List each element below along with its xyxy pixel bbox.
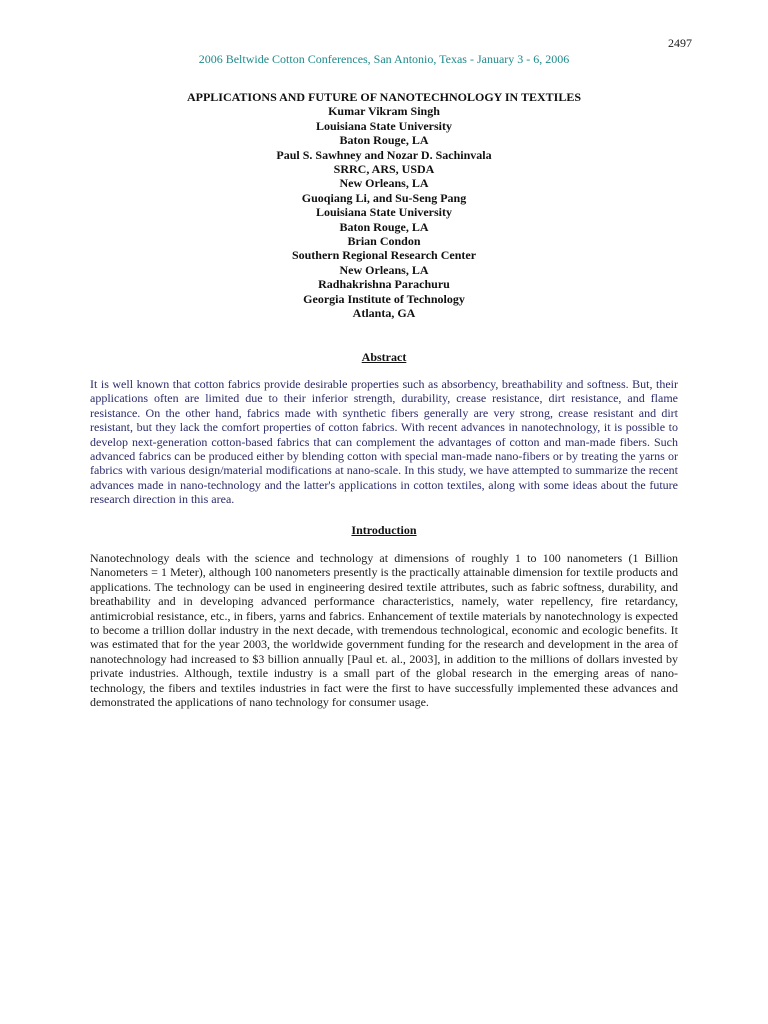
author-line: Guoqiang Li, and Su-Seng Pang [301, 190, 467, 205]
affiliation-line: Southern Regional Research Center [291, 248, 477, 263]
abstract-heading: Abstract [361, 350, 407, 364]
affiliation-line: Georgia Institute of Technology [303, 291, 465, 306]
introduction-paragraph: Nanotechnology deals with the science and technology at dimensions of roughly 1 to 100 nanometers (1 Billion Nanometers = 1 Meter), although 100 nanometers presently is the practically attainable dimension for textile products and applications. The technology can be used in engineering desired textile attributes, such as fabric softness, durability, and breathability and in developing advanced performance characteristics, namely, water repellency, fire retardancy, antimicrobial resistance, etc., in fibers, yarns and fabrics. Enhancement of textile materials by nanotechnology is expected to become a trillion dollar industry in the next decade, with tremendous technological, economic and ecologic benefits. It was estimated that for the year 2003, the worldwide government funding for the research and development in the area of nanotechnology had increased to $3 billion annually [Paul et. al., 2003], in addition to the millions of dollars invested by private industries. Although, textile industry is a small part of the global research in the emerging areas of nano-technology, the fibers and textiles industries in fact were the first to have successfully implemented these advances and demonstrated the applications of nano technology for consumer usage. [90, 551, 678, 710]
affiliation-line: SRRC, ARS, USDA [333, 162, 435, 177]
author-line: Kumar Vikram Singh [328, 104, 440, 119]
author-line: Paul S. Sawhney and Nozar D. Sachinvala [276, 147, 492, 162]
conference-header: 2006 Beltwide Cotton Conferences, San Antonio, Texas - January 3 - 6, 2006 [198, 52, 570, 66]
page-number: 2497 [668, 36, 692, 50]
location-line: Baton Rouge, LA [339, 133, 429, 148]
author-line: Brian Condon [347, 234, 421, 249]
affiliation-line: Louisiana State University [315, 118, 452, 133]
affiliation-line: Louisiana State University [315, 205, 452, 220]
abstract-paragraph: It is well known that cotton fabrics provide desirable properties such as absorbency, breathability and softness. But, their applications often are limited due to their inferior strength, durability, crease resistance, dirt resistance, and flame resistance. On the other hand, fabrics made with synthetic fibers generally are very strong, crease resistant and dirt resistant, but they lack the comfort properties of cotton fabrics. With recent advances in nanotechnology, it is possible to develop next-generation cotton-based fabrics that can complement the advantages of cotton and man-made fibers. Such advanced fabrics can be produced either by blending cotton with special man-made nano-fibers or by treating the yarns or fabrics with various design/material modifications at nano-scale. In this study, we have attempted to summarize the recent advances made in nano-technology and the latter's applications in cotton textiles, along with some ideas about the future research direction in this area. [90, 377, 678, 507]
location-line: New Orleans, LA [339, 176, 429, 191]
location-line: Atlanta, GA [352, 306, 416, 321]
title-block [0, 90, 768, 321]
location-line: New Orleans, LA [339, 262, 429, 277]
author-line: Radhakrishna Parachuru [318, 277, 450, 292]
introduction-heading: Introduction [351, 523, 417, 537]
location-line: Baton Rouge, LA [339, 219, 429, 234]
paper-title: APPLICATIONS AND FUTURE OF NANOTECHNOLOGY IN TEXTILES [186, 90, 582, 104]
